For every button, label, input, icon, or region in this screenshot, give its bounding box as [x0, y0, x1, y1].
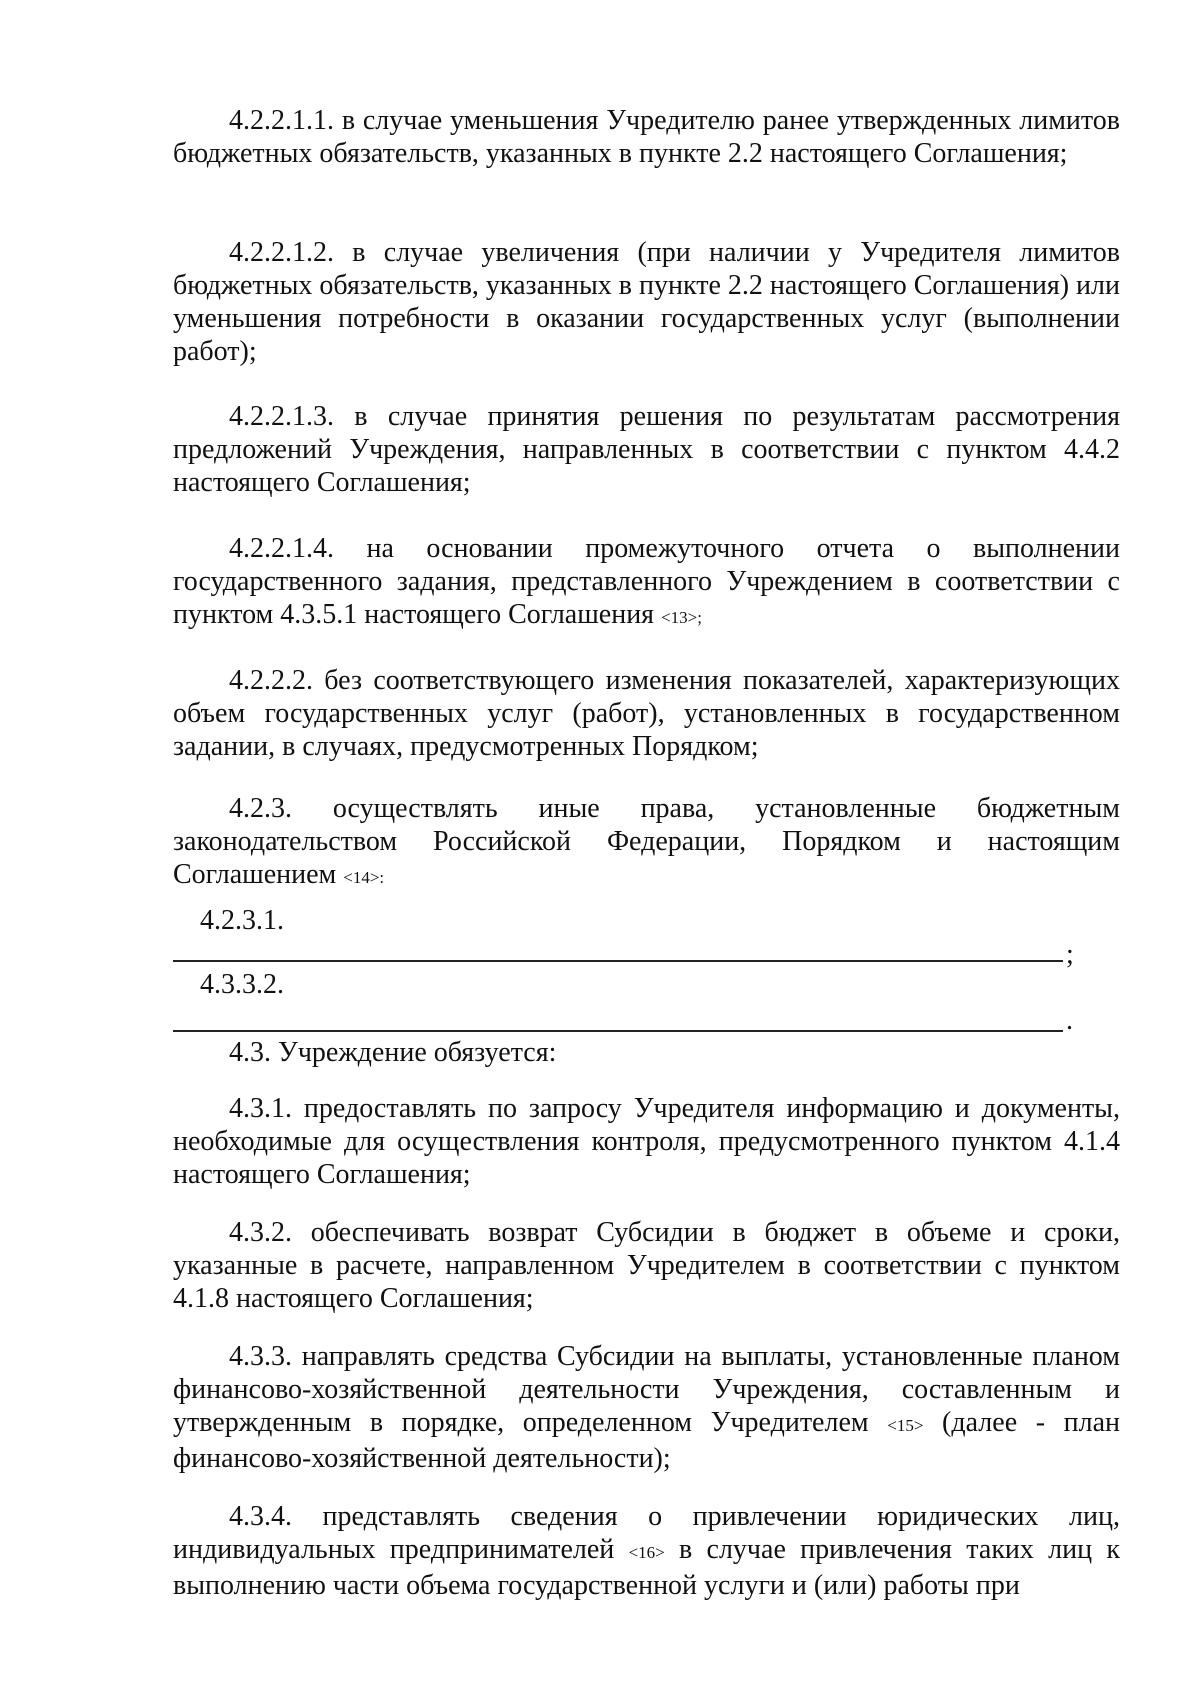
paragraph-text: 4.3.4. представлять сведения о привлечении юридических лиц, индивидуальных предпринимателей: [173, 1501, 1120, 1565]
paragraph-text: 4.2.2.1.3. в случае принятия решения по результатам рассмотрения предложений Учреждения, направленных в соответствии с пунктом 4.4.2 настоящего Соглашения;: [173, 401, 1120, 498]
paragraph-4-3-3: [173, 1340, 1120, 1475]
blank-label-4-2-3-1: 4.2.3.1.: [200, 905, 284, 936]
paragraph-4-2-2-1-3: [173, 400, 1120, 499]
footnote-ref-15: <15>: [887, 1416, 924, 1435]
paragraph-4-2-2-1-1: [173, 104, 1120, 170]
paragraph-4-3-2: [173, 1216, 1120, 1315]
blank-label-4-3-3-2: 4.3.3.2.: [200, 969, 284, 1000]
paragraph-text-continued: (далее - план финансово-хозяйственной деятельности);: [173, 1407, 1121, 1474]
paragraph-text-continued: в случае привлечения таких лиц к выполнению части объема государственной услуги и (или) работы при: [173, 1534, 1121, 1601]
footnote-ref-14: <14>:: [343, 868, 385, 887]
paragraph-4-2-3: [173, 792, 1120, 894]
blank-end-1: ;: [1066, 939, 1074, 970]
footnote-ref-16: <16>: [628, 1543, 665, 1562]
paragraph-4-3: [173, 1036, 1120, 1069]
paragraph-text: 4.2.2.2. без соответствующего изменения показателей, характеризующих объем государственных услуг (работ), установленных в государственном задании, в случаях, предусмотренных Порядком;: [173, 665, 1120, 762]
footnote-ref-13: <13>;: [661, 608, 702, 627]
paragraph-text: 4.2.2.1.2. в случае увеличения (при наличии у Учредителя лимитов бюджетных обязательств, указанных в пункте 2.2 настоящего Соглашения) или уменьшения потребности в оказании государственных услуг (выполнении работ);: [173, 237, 1120, 367]
fill-in-line-1: [173, 960, 1063, 962]
paragraph-4-2-2-1-2: [173, 236, 1120, 368]
paragraph-text: 4.3.3. направлять средства Субсидии на выплаты, установленные планом финансово-хозяйственной деятельности Учреждения, составленным и утвержденным в порядке, определенном Учредителем: [173, 1341, 1120, 1438]
fill-in-line-2: [173, 1030, 1063, 1032]
paragraph-text: 4.3.2. обеспечивать возврат Субсидии в бюджет в объеме и сроки, указанные в расчете, направленном Учредителем в соответствии с пунктом 4.1.8 настоящего Соглашения;: [173, 1217, 1120, 1314]
paragraph-text: 4.3.1. предоставлять по запросу Учредителя информацию и документы, необходимые для осуществления контроля, предусмотренного пунктом 4.1.4 настоящего Соглашения;: [173, 1093, 1120, 1190]
paragraph-4-2-2-1-4: [173, 532, 1120, 634]
paragraph-text: 4.2.3. осуществлять иные права, установленные бюджетным законодательством Российской Федерации, Порядком и настоящим Соглашением: [173, 793, 1120, 890]
paragraph-text: 4.2.2.1.4. на основании промежуточного отчета о выполнении государственного задания, представленного Учреждением в соответствии с пунктом 4.3.5.1 настоящего Соглашения: [173, 533, 1120, 630]
paragraph-4-2-2-2: [173, 664, 1120, 763]
paragraph-4-3-4: [173, 1500, 1120, 1602]
paragraph-text: 4.3. Учреждение обязуется:: [229, 1037, 557, 1068]
paragraph-4-3-1: [173, 1092, 1120, 1191]
blank-end-2: .: [1066, 1005, 1073, 1036]
paragraph-text: 4.2.2.1.1. в случае уменьшения Учредителю ранее утвержденных лимитов бюджетных обязательств, указанных в пункте 2.2 настоящего Соглашения;: [173, 105, 1120, 169]
